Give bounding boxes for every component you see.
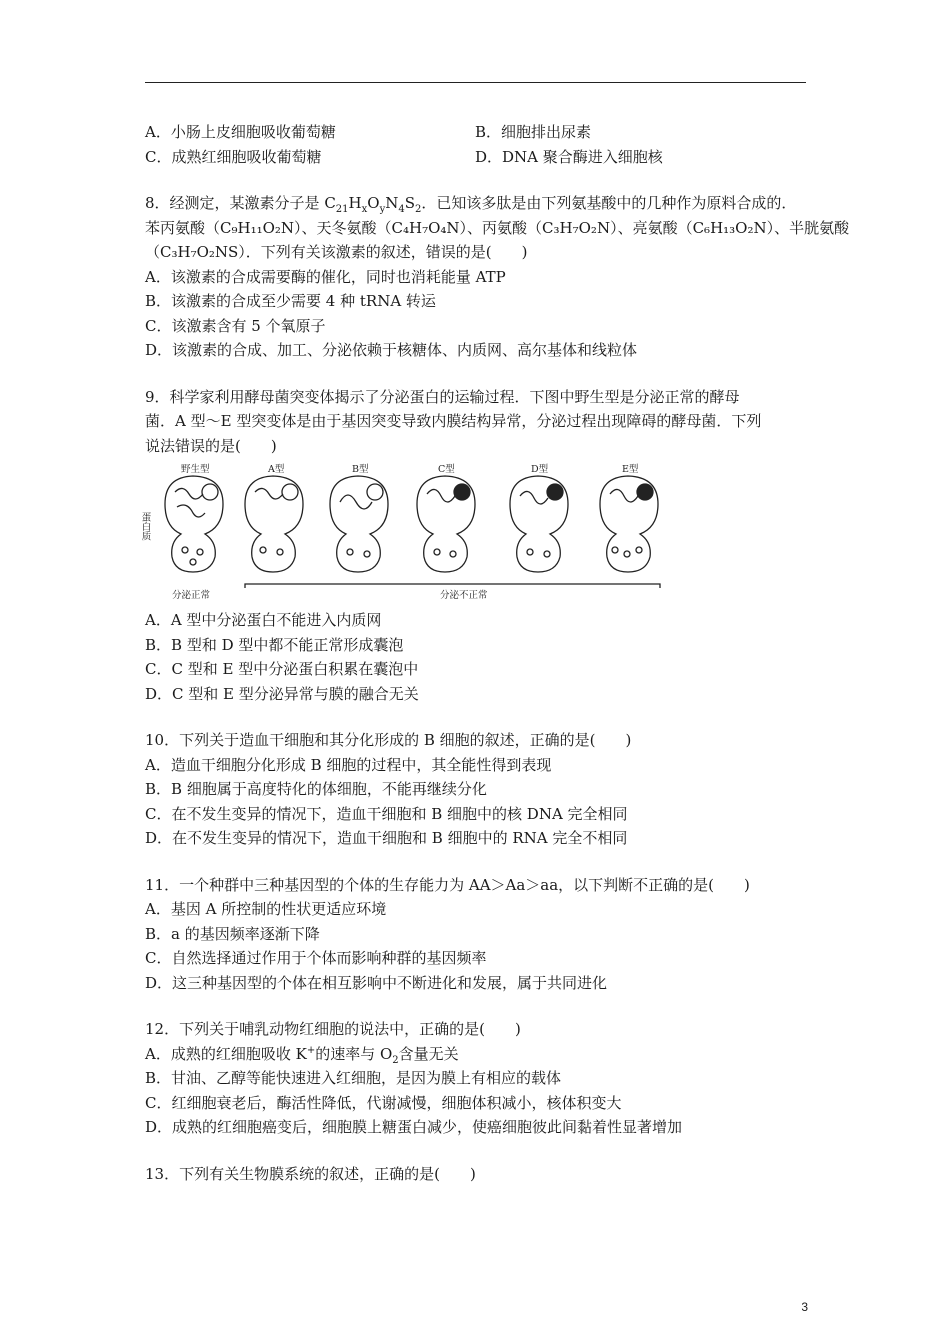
cell-type-b [330,476,388,572]
yeast-mutant-figure [139,462,675,602]
q7-options-row2 [145,145,810,170]
q7-option-c[interactable]: C．成熟红细胞吸收葡萄糖 [145,147,322,166]
formula-element: H [348,194,362,212]
label-wild-type: 野生型 [181,464,210,475]
q8-option-b[interactable]: B．该激素的合成至少需要 4 种 tRNA 转运 [145,292,436,310]
q9-stem-line1: 9．科学家利用酵母菌突变体揭示了分泌蛋白的运输过程．下图中野生型是分泌正常的酵母 [145,387,740,406]
q10-stem: 10．下列关于造血干细胞和其分化形成的 B 细胞的叙述，正确的是( ) [145,731,632,749]
q7-options-row1 [145,120,810,145]
subscript: 2 [392,1054,399,1066]
page-number: 3 [801,1300,808,1314]
q11-option-b[interactable]: B．a 的基因频率逐渐下降 [145,924,320,943]
q8-stem-line3: （C₃H₇O₂NS）．下列有关该激素的叙述，错误的是( ) [145,243,528,261]
q12-a-text: 含量无关 [398,1044,459,1063]
q13-stem: 13．下列有关生物膜系统的叙述，正确的是( ) [145,1164,476,1183]
formula-sub: 4 [398,204,405,215]
q9-stem-line2: 菌．A 型～E 型突变体是由于基因突变导致内膜结构异常，分泌过程出现障碍的酵母菌．下列 [145,412,762,430]
formula-sub: y [379,204,386,215]
cell-wild-type [165,476,223,572]
label-type-b: B型 [352,464,369,475]
cell-type-a [245,476,303,572]
q12-option-d[interactable]: D．成熟的红细胞癌变后，细胞膜上糖蛋白减少，使癌细胞彼此间黏着性显著增加 [145,1118,683,1136]
q12-option-a[interactable] [145,1042,810,1067]
q11-stem: 11．一个种群中三种基因型的个体的生存能力为 AA＞Aa＞aa，以下判断不正确的是( ) [145,875,750,894]
q8-stem-text: ．已知该多肽是由下列氨基酸中的几种作为原料合成的． [421,194,797,212]
formula-sub: 2 [415,204,422,215]
superscript: + [306,1044,316,1056]
yeast-cells-diagram [139,462,675,602]
q7-option-a[interactable]: A．小肠上皮细胞吸收葡萄糖 [145,123,336,141]
formula-element: S [404,194,416,212]
q8-option-d[interactable]: D．该激素的合成、加工、分泌依赖于核糖体、内质网、高尔基体和线粒体 [145,341,638,359]
label-normal: 分泌正常 [172,590,211,601]
q7-option-b[interactable]: B．细胞排出尿素 [475,123,592,141]
q8-stem-line1 [145,191,810,216]
formula-sub: 21 [335,204,349,215]
label-type-c: C型 [438,464,455,475]
q8-stem-text: 8．经测定，某激素分子是 C [145,194,336,212]
label-type-d: D型 [531,464,549,475]
formula-sub: x [361,204,368,215]
header-rule [145,82,806,83]
q11-option-d[interactable]: D．这三种基因型的个体在相互影响中不断进化和发展，属于共同进化 [145,973,608,992]
cell-type-d [510,476,568,572]
q8-option-a[interactable]: A．该激素的合成需要酶的催化，同时也消耗能量 ATP [145,267,506,286]
q10-option-d[interactable]: D．在不发生变异的情况下，造血干细胞和 B 细胞中的 RNA 完全不相同 [145,829,628,847]
q10-option-c[interactable]: C．在不发生变异的情况下，造血干细胞和 B 细胞中的核 DNA 完全相同 [145,804,628,823]
formula-element: O [367,194,380,212]
q10-option-b[interactable]: B．B 细胞属于高度特化的体细胞，不能再继续分化 [145,780,487,798]
q9-option-c[interactable]: C．C 型和 E 型中分泌蛋白积累在囊泡中 [145,660,419,678]
q12-option-b[interactable]: B．甘油、乙醇等能快速进入红细胞，是因为膜上有相应的载体 [145,1069,562,1087]
q12-a-text: 的速率与 O [315,1044,393,1063]
label-type-e: E型 [622,464,639,475]
q11-option-c[interactable]: C．自然选择通过作用于个体而影响种群的基因频率 [145,949,487,967]
label-protein-1: 蛋白质 [139,512,151,541]
q12-a-text: A．成熟的红细胞吸收 K [145,1044,307,1063]
q8-stem-line2: 苯丙氨酸（C₉H₁₁O₂N）、天冬氨酸（C₄H₇O₄N）、丙氨酸（C₃H₇O₂N）、亮氨酸（C₆H₁₃O₂N）、半胱氨酸 [145,218,850,237]
formula-element: N [385,194,399,212]
q12-stem: 12．下列关于哺乳动物红细胞的说法中，正确的是( ) [145,1020,521,1038]
q7-option-d[interactable]: D．DNA 聚合酶进入细胞核 [475,147,663,166]
q11-option-a[interactable]: A．基因 A 所控制的性状更适应环境 [145,900,387,918]
q12-option-c[interactable]: C．红细胞衰老后，酶活性降低，代谢减慢，细胞体积减小，核体积变大 [145,1093,622,1112]
exam-page [139,120,850,1186]
q9-option-a[interactable]: A．A 型中分泌蛋白不能进入内质网 [145,611,382,629]
label-type-a: A型 [268,464,285,475]
q8-option-c[interactable]: C．该激素含有 5 个氧原子 [145,316,326,335]
q9-stem-line3: 说法错误的是( ) [145,436,277,455]
q9-option-b[interactable]: B．B 型和 D 型中都不能正常形成囊泡 [145,635,404,654]
q10-option-a[interactable]: A．造血干细胞分化形成 B 细胞的过程中，其全能性得到表现 [145,755,552,774]
label-abnormal: 分泌不正常 [440,590,488,601]
cell-type-c [417,476,475,572]
cell-type-e [600,476,658,572]
q9-option-d[interactable]: D．C 型和 E 型分泌异常与膜的融合无关 [145,684,419,703]
